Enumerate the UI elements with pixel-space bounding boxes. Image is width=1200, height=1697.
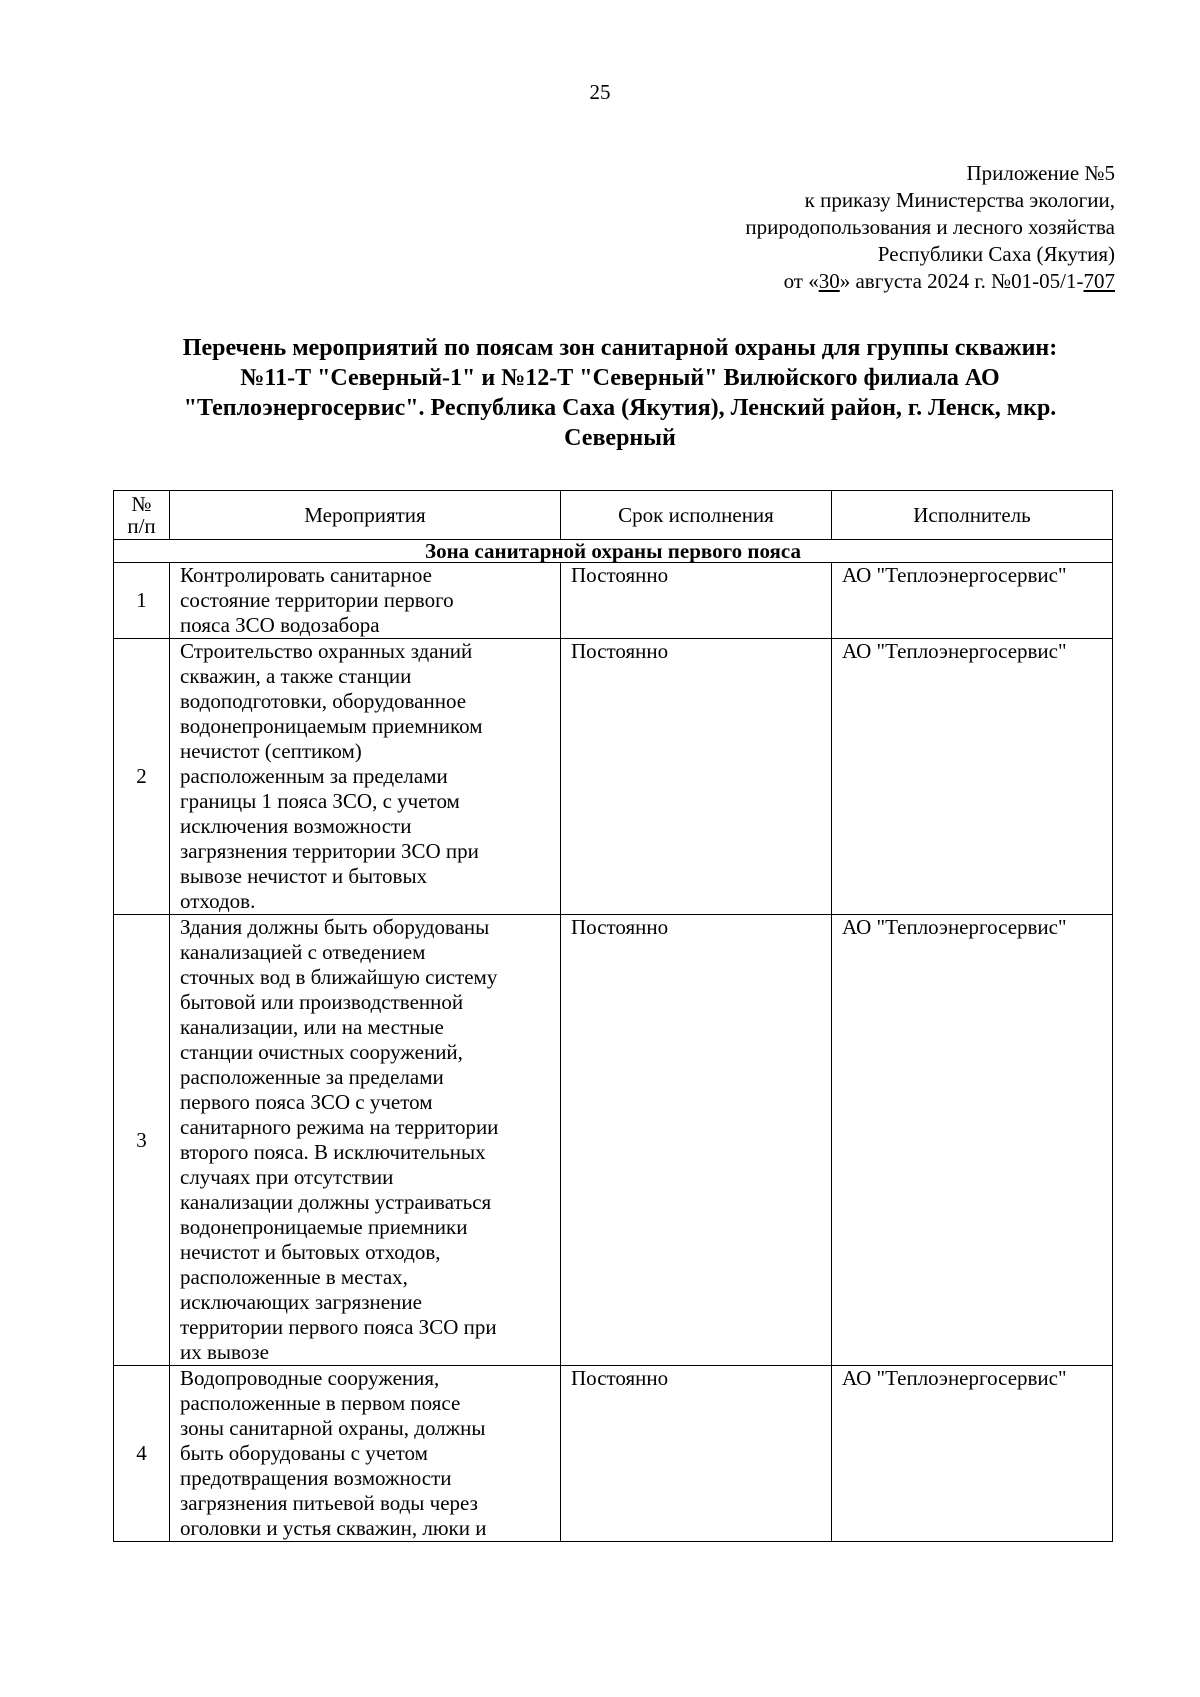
activity-line: расположенным за пределами [180, 764, 448, 788]
appendix-line: природопользования и лесного хозяйства [745, 215, 1115, 239]
row-term: Постоянно [561, 639, 832, 915]
activity-line: канализации, или на местные [180, 1015, 444, 1039]
row-activity [170, 1366, 561, 1542]
header-number [114, 491, 170, 540]
page-number: 25 [589, 80, 611, 104]
header-executor: Исполнитель [832, 491, 1113, 540]
row-term: Постоянно [561, 563, 832, 639]
activity-line: бытовой или производственной [180, 990, 464, 1014]
appendix-line: Республики Саха (Якутия) [877, 242, 1115, 266]
activity-line: первого пояса ЗСО с учетом [180, 1090, 433, 1114]
header-number-abbr: п/п [127, 514, 156, 538]
activity-line: второго пояса. В исключительных [180, 1140, 486, 1164]
activity-line: исключающих загрязнение [180, 1290, 422, 1314]
row-executor: АО "Теплоэнергосервис" [832, 915, 1113, 1366]
date-prefix: от « [783, 269, 819, 293]
appendix-date-line [745, 268, 1115, 295]
activity-line: вывозе нечистот и бытовых [180, 864, 428, 888]
activity-line: санитарного режима на территории [180, 1115, 499, 1139]
activity-line: состояние территории первого [180, 588, 454, 612]
zone-title: Зона санитарной охраны первого пояса [114, 540, 1113, 563]
activity-line: расположенные в местах, [180, 1265, 408, 1289]
table-row [114, 1366, 1113, 1542]
activity-line: водонепроницаемые приемники [180, 1215, 468, 1239]
title-line: "Теплоэнергосервис". Республика Саха (Якутия), Ленский район, г. Ленск, мкр. [183, 395, 1057, 421]
activity-line: территории первого пояса ЗСО при [180, 1315, 497, 1339]
row-executor: АО "Теплоэнергосервис" [832, 639, 1113, 915]
table-row [114, 915, 1113, 1366]
appendix-block [745, 160, 1115, 295]
activity-line: расположенные в первом поясе [180, 1391, 461, 1415]
row-number: 4 [114, 1366, 170, 1542]
activity-line: границы 1 пояса ЗСО, с учетом [180, 789, 460, 813]
activity-line: отходов. [180, 889, 256, 913]
activity-line: загрязнения питьевой воды через [180, 1491, 478, 1515]
activity-line: водонепроницаемым приемником [180, 714, 483, 738]
activity-line: случаях при отсутствии [180, 1165, 394, 1189]
activity-line: расположенные за пределами [180, 1065, 444, 1089]
activity-line: предотвращения возможности [180, 1466, 452, 1490]
header-number-sign: № [131, 492, 152, 516]
row-activity [170, 563, 561, 639]
activity-line: Здания должны быть оборудованы [180, 915, 490, 939]
table-row [114, 639, 1113, 915]
activity-line: нечистот и бытовых отходов, [180, 1240, 441, 1264]
row-executor: АО "Теплоэнергосервис" [832, 563, 1113, 639]
activity-line: оголовки и устья скважин, люки и [180, 1516, 487, 1540]
order-number: 707 [1083, 269, 1115, 293]
activity-line: Строительство охранных зданий [180, 639, 473, 663]
header-activity: Мероприятия [170, 491, 561, 540]
activity-line: пояса ЗСО водозабора [180, 613, 380, 637]
title-line: Северный [564, 425, 676, 451]
activity-line: Контролировать санитарное [180, 563, 432, 587]
row-activity [170, 915, 561, 1366]
document-title [80, 333, 1160, 453]
activity-line: исключения возможности [180, 814, 412, 838]
title-line: №11-Т "Северный-1" и №12-Т "Северный" Вилюйского филиала АО [240, 365, 1000, 391]
date-day: 30 [818, 269, 840, 293]
table-row [114, 563, 1113, 639]
activity-line: их вывозе [180, 1340, 269, 1364]
activity-line: быть оборудованы с учетом [180, 1441, 428, 1465]
row-number: 1 [114, 563, 170, 639]
activity-line: станции очистных сооружений, [180, 1040, 463, 1064]
date-middle: » августа 2024 г. №01-05/1- [839, 269, 1084, 293]
activity-line: Водопроводные сооружения, [180, 1366, 440, 1390]
activity-line: канализацией с отведением [180, 940, 426, 964]
table-header-row [114, 491, 1113, 540]
title-line: Перечень мероприятий по поясам зон санитарной охраны для группы скважин: [182, 335, 1058, 361]
row-term: Постоянно [561, 915, 832, 1366]
appendix-line: Приложение №5 [966, 161, 1115, 185]
activity-line: нечистот (септиком) [180, 739, 362, 763]
activity-line: канализации должны устраиваться [180, 1190, 492, 1214]
appendix-line: к приказу Министерства экологии, [804, 188, 1115, 212]
activity-line: скважин, а также станции [180, 664, 412, 688]
zone-header-row [114, 540, 1113, 563]
row-number: 2 [114, 639, 170, 915]
row-term: Постоянно [561, 1366, 832, 1542]
row-executor: АО "Теплоэнергосервис" [832, 1366, 1113, 1542]
activity-line: сточных вод в ближайшую систему [180, 965, 498, 989]
row-activity [170, 639, 561, 915]
activity-line: водоподготовки, оборудованное [180, 689, 467, 713]
measures-table [113, 490, 1113, 1542]
activity-line: зоны санитарной охраны, должны [180, 1416, 486, 1440]
activity-line: загрязнения территории ЗСО при [180, 839, 479, 863]
header-term: Срок исполнения [561, 491, 832, 540]
row-number: 3 [114, 915, 170, 1366]
